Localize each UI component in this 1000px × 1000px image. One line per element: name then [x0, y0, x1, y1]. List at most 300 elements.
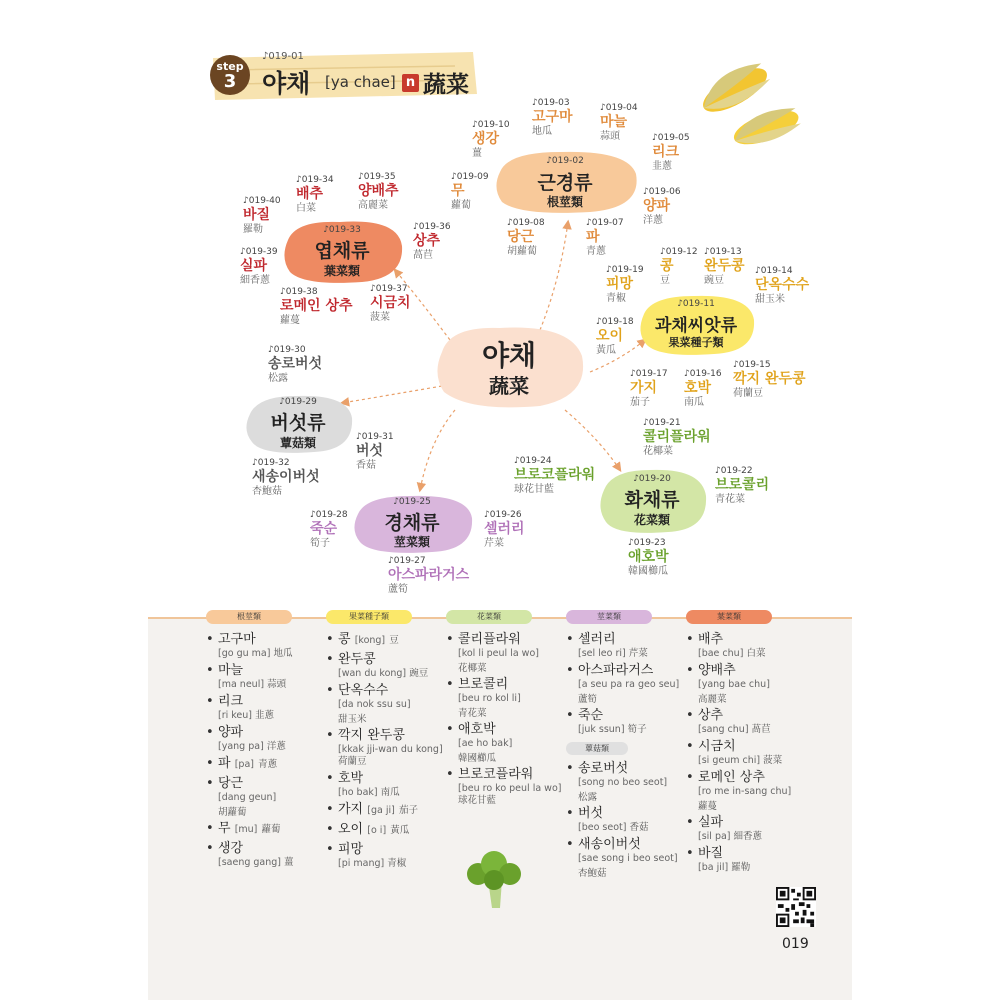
- word-korean: 송로버섯: [268, 356, 323, 372]
- item-korean: • 죽순: [578, 708, 604, 723]
- word-korean: 셀러리: [484, 521, 525, 537]
- audio-code: ♪019-10: [472, 120, 510, 130]
- mush-korean: 버섯류: [270, 412, 326, 434]
- word-korean: 애호박: [628, 549, 669, 565]
- word-chinese: 菠菜: [370, 312, 390, 323]
- item-korean: • 브로콜리: [458, 677, 509, 692]
- audio-code: ♪019-35: [358, 172, 396, 182]
- item-chinese: 青花菜: [458, 708, 487, 719]
- word-korean: 호박: [684, 380, 712, 396]
- word-mu: [451, 172, 489, 212]
- item-korean: • 애호박: [458, 722, 496, 737]
- item-chinese: 韭蔥: [255, 710, 275, 721]
- word-chinese: 萵苣: [413, 250, 433, 261]
- corn-illustration: [685, 50, 810, 160]
- flower-audio-code: ♪019-20: [633, 474, 671, 484]
- mush-audio-code: ♪019-29: [279, 397, 317, 407]
- word-pa: [586, 218, 624, 258]
- center-korean: 야채: [481, 339, 537, 372]
- item-chinese: 荷蘭豆: [338, 756, 367, 767]
- flower-korean: 화채류: [624, 489, 680, 511]
- step-badge: [210, 55, 250, 95]
- word-broccoflower: [514, 456, 595, 496]
- word-broccoli: [715, 466, 769, 506]
- audio-code: ♪019-27: [388, 556, 426, 566]
- word-chinese: 青椒: [606, 293, 626, 304]
- item-korean: • 로메인 상추: [698, 770, 765, 785]
- word-sangchu: [413, 222, 451, 262]
- item-chinese: 蘿蔔: [261, 824, 281, 835]
- item-korean: • 실파: [698, 815, 724, 830]
- word-goguma: [532, 98, 573, 138]
- item-roman: [ri keu]: [218, 710, 253, 721]
- item-chinese: 蘆筍: [578, 694, 598, 705]
- list-item: [686, 739, 804, 767]
- list-item: [326, 842, 444, 870]
- list-item: [446, 632, 564, 674]
- item-roman: [dang geun]: [218, 792, 277, 803]
- word-saenggang: [472, 120, 510, 160]
- root-korean: 근경류: [537, 172, 593, 194]
- audio-code: ♪019-09: [451, 172, 489, 182]
- item-korean: • 양배추: [698, 663, 736, 678]
- item-roman: [sang chu]: [698, 724, 749, 735]
- item-roman: [sil pa]: [698, 831, 731, 842]
- audio-code: ♪019-16: [684, 369, 722, 379]
- list-item: [326, 728, 444, 768]
- item-korean: • 단옥수수: [338, 683, 389, 698]
- word-cauliflower: [643, 418, 711, 458]
- word-hobak: [684, 369, 722, 409]
- category-mushrooms: [242, 392, 354, 456]
- item-roman: [beu ro kol li]: [458, 693, 521, 704]
- item-korean: • 생강: [218, 841, 244, 856]
- item-chinese: 胡蘿蔔: [218, 807, 247, 818]
- item-korean: • 양파: [218, 725, 244, 740]
- audio-code: ♪019-22: [715, 466, 753, 476]
- word-korean: 단옥수수: [755, 277, 810, 293]
- word-pimang: [606, 265, 644, 305]
- audio-code: ♪019-21: [643, 418, 681, 428]
- item-korean: 콩: [338, 632, 351, 647]
- item-chinese: 細香蔥: [733, 831, 763, 842]
- item-chinese: 地瓜: [273, 648, 293, 659]
- category-leafy-vegetables: [280, 216, 404, 286]
- item-roman: [ma neul]: [218, 679, 265, 690]
- item-chinese: 青蔥: [258, 759, 278, 770]
- word-korean: 죽순: [310, 521, 338, 537]
- word-maneul: [600, 103, 638, 143]
- center-chinese: 蔬菜: [489, 374, 529, 398]
- word-chinese: 杏鮑菇: [252, 486, 282, 497]
- item-roman: [go gu ma]: [218, 648, 271, 659]
- word-danoksusu: [755, 266, 809, 306]
- item-roman: [a seu pa ra geo seu]: [578, 679, 680, 690]
- word-chinese: 薑: [472, 148, 482, 159]
- word-chinese: 茄子: [630, 397, 650, 408]
- list-item: [206, 756, 324, 773]
- audio-code: ♪019-14: [755, 266, 793, 276]
- word-korean: 생강: [472, 131, 500, 147]
- word-chinese: 南瓜: [684, 397, 704, 408]
- item-korean: • 고구마: [218, 632, 256, 647]
- fruit-korean: 과채씨앗류: [654, 316, 738, 336]
- list-item: [686, 708, 804, 736]
- word-korean: 브로콜리: [715, 477, 770, 493]
- word-korean: 바질: [243, 207, 271, 223]
- list-item: [566, 632, 684, 660]
- word-saesongibeoseot: [252, 458, 320, 498]
- item-chinese: 菠菜: [763, 755, 783, 766]
- list-item: [206, 841, 324, 869]
- header-audio-code: ♪019-01: [262, 51, 304, 62]
- audio-code: ♪019-03: [532, 98, 570, 108]
- item-chinese: 杏鮑菇: [578, 868, 607, 879]
- root-chinese: 根莖類: [546, 195, 583, 209]
- item-roman: [pi mang]: [338, 858, 385, 869]
- item-chinese: 羅勒: [731, 862, 751, 873]
- word-korean: 로메인 상추: [280, 298, 353, 314]
- list-item: [686, 770, 804, 812]
- root-audio-code: ♪019-02: [546, 156, 584, 166]
- audio-code: ♪019-28: [310, 510, 348, 520]
- list-item: [566, 806, 684, 834]
- leaf-korean: 엽채류: [314, 240, 370, 262]
- audio-code: ♪019-38: [280, 287, 318, 297]
- word-yangbaechu: [358, 172, 399, 212]
- audio-code: ♪019-13: [704, 247, 742, 257]
- list-item: [206, 694, 324, 722]
- fruit-chinese: 果菜種子類: [668, 336, 724, 349]
- audio-code: ♪019-06: [643, 187, 681, 197]
- word-chinese: 豆: [660, 275, 670, 286]
- item-chinese: 韓國櫛瓜: [458, 753, 497, 764]
- item-korean: 가지: [338, 802, 364, 817]
- word-kong: [660, 247, 698, 287]
- item-korean: • 셀러리: [578, 632, 616, 647]
- item-roman: [ro me in-sang chu]: [698, 786, 792, 797]
- word-chinese: 甜玉米: [755, 294, 785, 305]
- word-romaine: [280, 287, 353, 327]
- word-songnobeoseot: [268, 345, 322, 385]
- word-chinese: 青蔥: [586, 246, 606, 257]
- item-korean: • 브로코플라워: [458, 767, 534, 782]
- item-korean: • 호박: [338, 771, 364, 786]
- word-beoseot: [356, 432, 394, 472]
- word-silpa: [240, 247, 278, 287]
- word-chinese: 豌豆: [704, 275, 724, 286]
- item-roman: [kong]: [354, 635, 386, 646]
- item-korean: • 피망: [338, 842, 364, 857]
- word-korean: 완두콩: [704, 258, 745, 274]
- list-item: [326, 771, 444, 799]
- qr-code[interactable]: [776, 887, 816, 927]
- audio-code: ♪019-30: [268, 345, 306, 355]
- word-korean: 상추: [413, 233, 441, 249]
- word-chinese: 香菇: [356, 460, 376, 471]
- audio-code: ♪019-39: [240, 247, 278, 257]
- word-chinese: 地瓜: [532, 126, 552, 137]
- item-korean: • 새송이버섯: [578, 837, 641, 852]
- list-items: [566, 632, 684, 882]
- item-chinese: 筍子: [627, 724, 647, 735]
- word-korean: 양배추: [358, 183, 399, 199]
- word-chinese: 白菜: [296, 203, 316, 214]
- item-roman: [kol li peul la wo]: [458, 648, 539, 659]
- audio-code: ♪019-12: [660, 247, 698, 257]
- word-chinese: 蘆筍: [388, 584, 408, 595]
- item-korean: • 콜리플라워: [458, 632, 521, 647]
- leaf-audio-code: ♪019-33: [323, 225, 361, 235]
- word-korean: 무: [451, 183, 465, 199]
- item-korean: • 마늘: [218, 663, 244, 678]
- item-chinese: 香菇: [629, 822, 649, 833]
- word-korean: 가지: [630, 380, 658, 396]
- word-chinese: 韓國櫛瓜: [628, 566, 668, 577]
- word-bajil: [243, 196, 281, 236]
- list-items: [326, 632, 444, 873]
- item-chinese: 黃瓜: [390, 825, 410, 836]
- header-romanization: [ya chae]: [325, 73, 396, 91]
- list-items: [206, 632, 324, 872]
- item-chinese: 芹菜: [628, 648, 648, 659]
- audio-code: ♪019-37: [370, 284, 408, 294]
- list-item: [446, 677, 564, 719]
- list-item: [686, 815, 804, 843]
- item-roman: [ga ji]: [367, 805, 395, 816]
- item-roman: [song no beo seot]: [578, 777, 668, 788]
- word-chinese: 花椰菜: [643, 446, 673, 457]
- item-korean: 무: [218, 821, 231, 836]
- item-roman: [wan du kong]: [338, 668, 407, 679]
- list-item: [206, 725, 324, 753]
- category-flower-vegetables: [596, 466, 708, 536]
- list-tag-leaf: 葉菜類: [686, 610, 772, 624]
- item-korean: • 송로버섯: [578, 761, 629, 776]
- flower-chinese: 花菜類: [633, 513, 670, 527]
- item-korean: • 완두콩: [338, 652, 376, 667]
- audio-code: ♪019-17: [630, 369, 668, 379]
- word-gaji: [630, 369, 668, 409]
- word-chinese: 青花菜: [715, 494, 745, 505]
- list-item: [446, 767, 564, 807]
- broccoli-illustration: [462, 850, 526, 910]
- item-chinese: 豌豆: [409, 668, 429, 679]
- list-item: [206, 632, 324, 660]
- item-korean: • 깍지 완두콩: [338, 728, 405, 743]
- list-items: [446, 632, 564, 810]
- item-chinese: 花椰菜: [458, 663, 487, 674]
- item-roman: [si geum chi]: [698, 755, 761, 766]
- item-chinese: 萵苣: [751, 724, 771, 735]
- word-chinese: 荷蘭豆: [733, 388, 763, 399]
- audio-code: ♪019-18: [596, 317, 634, 327]
- leaf-chinese: 葉菜類: [323, 264, 360, 278]
- item-chinese: 白菜: [746, 648, 766, 659]
- item-roman: [saeng gang]: [218, 857, 282, 868]
- item-chinese: 南瓜: [380, 787, 400, 798]
- list-tag-fruit: 果菜種子類: [326, 610, 412, 624]
- word-chinese: 松露: [268, 373, 288, 384]
- word-chinese: 蒜頭: [600, 131, 620, 142]
- list-tag-flower: 花菜類: [446, 610, 532, 624]
- item-korean: • 아스파라거스: [578, 663, 654, 678]
- word-korean: 고구마: [532, 109, 573, 125]
- list-item: [566, 708, 684, 736]
- word-korean: 리크: [652, 144, 680, 160]
- item-korean: • 당근: [218, 776, 244, 791]
- list-item: [326, 632, 444, 649]
- list-item: [206, 663, 324, 691]
- word-chinese: 芹菜: [484, 538, 504, 549]
- audio-code: ♪019-32: [252, 458, 290, 468]
- word-chinese: 球花甘藍: [514, 484, 554, 495]
- item-roman: [yang pa]: [218, 741, 264, 752]
- word-chinese: 韭蔥: [652, 161, 672, 172]
- list-item: [326, 802, 444, 819]
- word-korean: 콩: [660, 258, 674, 274]
- header-korean: 야채: [262, 69, 311, 98]
- list-tag-root: 根莖類: [206, 610, 292, 624]
- word-baechu: [296, 175, 334, 215]
- item-roman: [da nok ssu su]: [338, 699, 411, 710]
- item-chinese: 蘿蔓: [698, 801, 718, 812]
- item-korean: • 배추: [698, 632, 724, 647]
- audio-code: ♪019-24: [514, 456, 552, 466]
- list-item: [326, 822, 444, 839]
- word-korean: 시금치: [370, 295, 411, 311]
- item-chinese: 茄子: [398, 805, 418, 816]
- word-korean: 새송이버섯: [252, 469, 320, 485]
- word-korean: 브로코플라워: [514, 467, 596, 483]
- word-chinese: 細香蔥: [240, 275, 270, 286]
- word-korean: 양파: [643, 198, 671, 214]
- list-item: [326, 683, 444, 725]
- word-korean: 마늘: [600, 114, 628, 130]
- audio-code: ♪019-26: [484, 510, 522, 520]
- word-juksun: [310, 510, 348, 550]
- audio-code: ♪019-08: [507, 218, 545, 228]
- step-label: step: [216, 60, 244, 73]
- item-roman: [ho bak]: [338, 787, 378, 798]
- item-roman: [sae song i beo seot]: [578, 853, 678, 864]
- list-item: [446, 722, 564, 764]
- category-stem-vegetables: [350, 492, 474, 556]
- item-chinese: 豆: [389, 635, 399, 646]
- item-roman: [mu]: [234, 824, 258, 835]
- word-wandukong: [704, 247, 745, 287]
- audio-code: ♪019-34: [296, 175, 334, 185]
- mush-chinese: 蕈菇類: [279, 436, 316, 450]
- word-rikeu: [652, 133, 690, 173]
- audio-code: ♪019-23: [628, 538, 666, 548]
- item-roman: [beo seot]: [578, 822, 627, 833]
- audio-code: ♪019-19: [606, 265, 644, 275]
- word-korean: 오이: [596, 328, 624, 344]
- audio-code: ♪019-05: [652, 133, 690, 143]
- item-roman: [beu ro ko peul la wo]: [458, 783, 562, 794]
- item-roman: [juk ssun]: [578, 724, 625, 735]
- item-roman: [kkak jji-wan du kong]: [338, 744, 443, 755]
- item-korean: • 리크: [218, 694, 244, 709]
- part-of-speech-badge: n: [402, 74, 419, 92]
- item-chinese: 薑: [284, 857, 294, 868]
- category-fruit-seed-vegetables: [636, 292, 756, 358]
- item-chinese: 甜玉米: [338, 714, 367, 725]
- item-korean: 오이: [338, 822, 364, 837]
- word-oi: [596, 317, 634, 357]
- word-chinese: 筍子: [310, 538, 330, 549]
- item-chinese: 球花甘藍: [458, 795, 497, 806]
- word-korean: 배추: [296, 186, 324, 202]
- fruit-audio-code: ♪019-11: [677, 299, 715, 309]
- item-roman: [pa]: [234, 759, 254, 770]
- list-tag-mushroom: 蕈菇類: [566, 742, 628, 755]
- center-node: [430, 322, 588, 410]
- item-roman: [o i]: [367, 825, 387, 836]
- list-tag-stem: 莖菜類: [566, 610, 652, 624]
- item-roman: [yang bae chu]: [698, 679, 770, 690]
- item-chinese: 洋蔥: [266, 741, 286, 752]
- list-item: [566, 837, 684, 879]
- list-item: [326, 652, 444, 680]
- audio-code: ♪019-07: [586, 218, 624, 228]
- list-item: [206, 821, 324, 838]
- word-korean: 피망: [606, 276, 634, 292]
- item-roman: [ba jil]: [698, 862, 729, 873]
- item-korean: • 시금치: [698, 739, 736, 754]
- item-korean: • 버섯: [578, 806, 604, 821]
- word-chinese: 高麗菜: [358, 200, 388, 211]
- word-chinese: 羅勒: [243, 224, 263, 235]
- word-danggeun: [507, 218, 545, 258]
- word-korean: 콜리플라워: [643, 429, 711, 445]
- word-chinese: 洋蔥: [643, 215, 663, 226]
- word-chinese: 蘿蔓: [280, 315, 300, 326]
- audio-code: ♪019-31: [356, 432, 394, 442]
- word-celery: [484, 510, 525, 550]
- word-kkakji-wandukong: [733, 360, 806, 400]
- category-root-vegetables: [490, 148, 640, 216]
- word-korean: 버섯: [356, 443, 384, 459]
- word-chinese: 黃瓜: [596, 345, 616, 356]
- word-korean: 깍지 완두콩: [733, 371, 806, 387]
- stem-chinese: 莖菜類: [393, 535, 430, 549]
- item-chinese: 蒜頭: [267, 679, 287, 690]
- item-korean: • 바질: [698, 846, 724, 861]
- word-yangpa: [643, 187, 681, 227]
- audio-code: ♪019-15: [733, 360, 771, 370]
- audio-code: ♪019-04: [600, 103, 638, 113]
- word-chinese: 蘿蔔: [451, 200, 471, 211]
- audio-code: ♪019-40: [243, 196, 281, 206]
- list-item: [206, 776, 324, 818]
- word-chinese: 胡蘿蔔: [507, 246, 537, 257]
- header-chinese: 蔬菜: [423, 72, 469, 98]
- list-item: [566, 761, 684, 803]
- list-item: [686, 663, 804, 705]
- list-item: [686, 846, 804, 874]
- word-korean: 당근: [507, 229, 535, 245]
- item-chinese: 高麗菜: [698, 694, 727, 705]
- list-item: [686, 632, 804, 660]
- item-korean: • 상추: [698, 708, 724, 723]
- word-sigeumchi: [370, 284, 411, 324]
- list-item: [566, 663, 684, 705]
- audio-code: ♪019-36: [413, 222, 451, 232]
- item-roman: [sel leo ri]: [578, 648, 626, 659]
- word-korean: 아스파라거스: [388, 567, 470, 583]
